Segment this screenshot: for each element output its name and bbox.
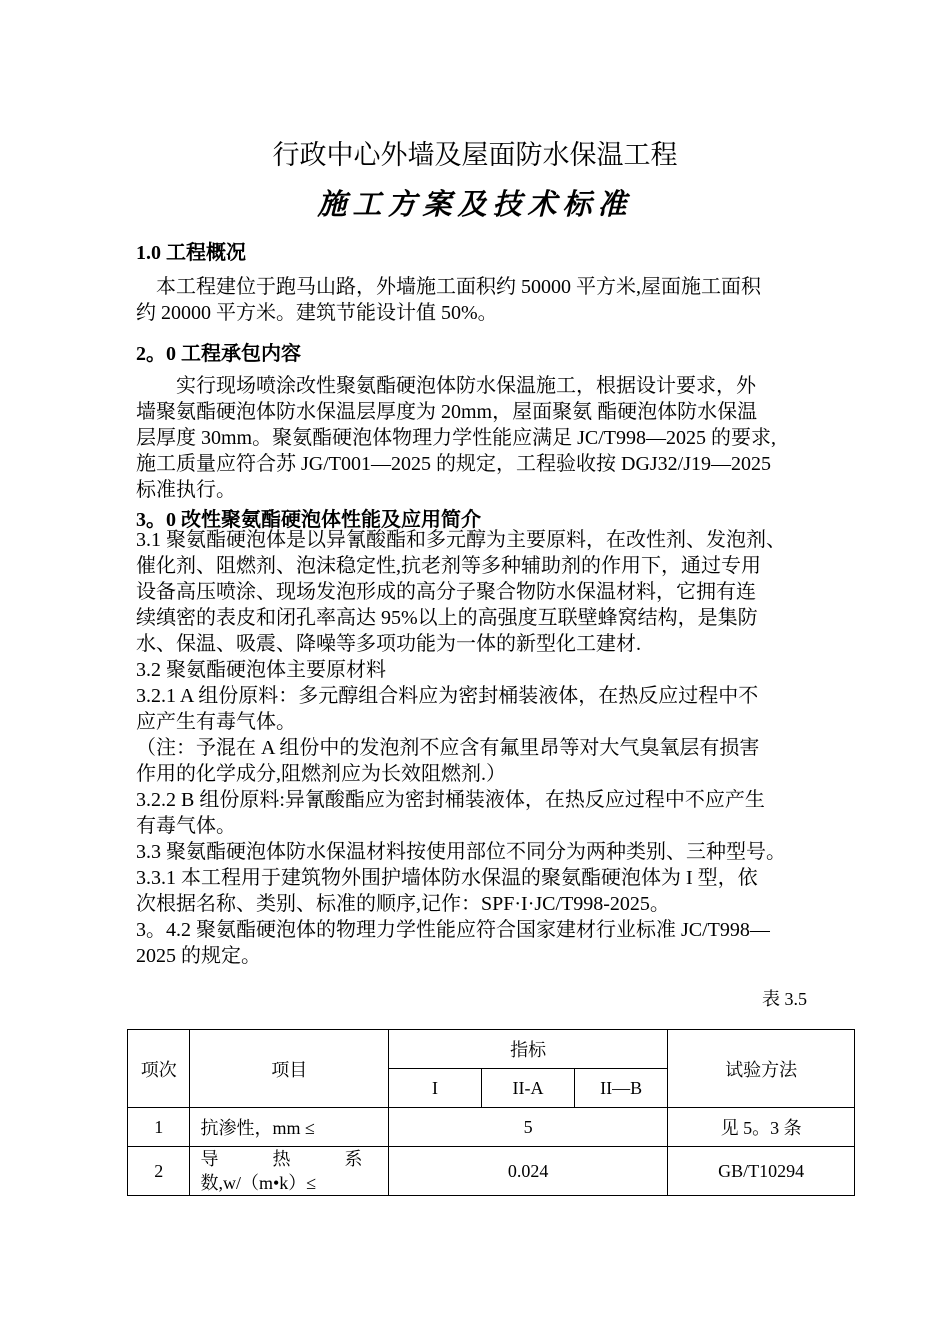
text-line: 设备高压喷涂、现场发泡形成的高分子聚合物防水保温材料，它拥有连 [136,581,756,603]
header-type-i: I [389,1069,482,1108]
row-value: 5 [389,1108,668,1147]
table-row [128,1147,855,1196]
text-line: 次根据名称、类别、标准的顺序,记作：SPF·I·JC/T998-2025。 [136,893,670,915]
row-item-line: 导 热 系 [200,1149,363,1169]
text-line: 3.3.1 本工程用于建筑物外围护墙体防水保温的聚氨酯硬泡体为 I 型，依 [136,867,758,889]
row-number: 2 [128,1147,190,1196]
text-line: 约 20000 平方米。建筑节能设计值 50%。 [136,302,498,324]
text-line: 层厚度 30mm。聚氨酯硬泡体物理力学性能应满足 JC/T998—2025 的要求, [136,427,777,449]
text-line: 2025 的规定。 [136,945,261,967]
text-line: 墙聚氨酯硬泡体防水保温层厚度为 20mm，屋面聚氨 酯硬泡体防水保温 [136,401,758,423]
row-method: GB/T10294 [668,1147,855,1196]
text-line: 3。4.2 聚氨酯硬泡体的物理力学性能应符合国家建材行业标准 JC/T998— [136,919,770,941]
table-row [128,1108,855,1147]
section-2-body [136,373,850,503]
text-line: 3.3 聚氨酯硬泡体防水保温材料按使用部位不同分为两种类别、三种型号。 [136,841,786,863]
text-line: 应产生有毒气体。 [136,711,296,733]
section-3-body [136,527,850,969]
document-title: 行政中心外墙及屋面防水保温工程 [272,140,678,171]
row-value: 0.024 [389,1147,668,1196]
text-line: 3.2.2 B 组份原料:异氰酸酯应为密封桶装液体，在热反应过程中不应产生 [136,789,765,811]
text-line: 水、保温、吸震、降噪等多项功能为一体的新型化工建材. [136,633,641,655]
document-subtitle: 施工方案及技术标准 [317,187,633,221]
section-1-heading: 1.0 工程概况 [136,242,246,264]
row-number: 1 [128,1108,190,1147]
text-line: 作用的化学成分,阻燃剂应为长效阻燃剂.） [136,763,506,785]
text-line: 有毒气体。 [136,815,236,837]
header-type-iia: II-A [482,1069,575,1108]
text-line: （注：予混在 A 组份中的发泡剂不应含有氟里昂等对大气臭氧层有损害 [136,737,760,759]
section-1-body [136,274,850,326]
spec-table [127,1029,855,1196]
text-line: 标准执行。 [136,479,236,501]
header-index: 项次 [128,1030,190,1108]
text-line: 3.2 聚氨酯硬泡体主要原材料 [136,659,386,681]
row-item [190,1147,389,1196]
text-line: 3.2.1 A 组份原料：多元醇组合料应为密封桶装液体，在热反应过程中不 [136,685,759,707]
header-item: 项目 [190,1030,389,1108]
header-type-iib: II—B [575,1069,668,1108]
header-method: 试验方法 [668,1030,855,1108]
row-item: 抗渗性，mm ≤ [190,1108,389,1147]
section-2-heading: 2。0 工程承包内容 [136,343,301,365]
row-method: 见 5。3 条 [668,1108,855,1147]
section-3-heading: 3。0 改性聚氨酯硬泡体性能及应用简介 [136,509,481,531]
text-line: 实行现场喷涂改性聚氨酯硬泡体防水保温施工，根据设计要求，外 [136,375,756,397]
text-line: 催化剂、阻燃剂、泡沫稳定性,抗老剂等多种辅助剂的作用下，通过专用 [136,555,761,577]
row-item-line: 数,w/（m•k）≤ [200,1173,317,1193]
header-indicator: 指标 [389,1030,668,1069]
table-caption: 表 3.5 [762,989,807,1009]
text-line: 施工质量应符合苏 JG/T001—2025 的规定，工程验收按 DGJ32/J19—2025 [136,453,772,475]
text-line: 本工程建位于跑马山路，外墙施工面积约 50000 平方米,屋面施工面积 [136,276,761,298]
text-line: 续缜密的表皮和闭孔率高达 95%以上的高强度互联壁蜂窝结构，是集防 [136,607,758,629]
text-line: 3.1 聚氨酯硬泡体是以异氰酸酯和多元醇为主要原料，在改性剂、发泡剂、 [136,529,786,551]
